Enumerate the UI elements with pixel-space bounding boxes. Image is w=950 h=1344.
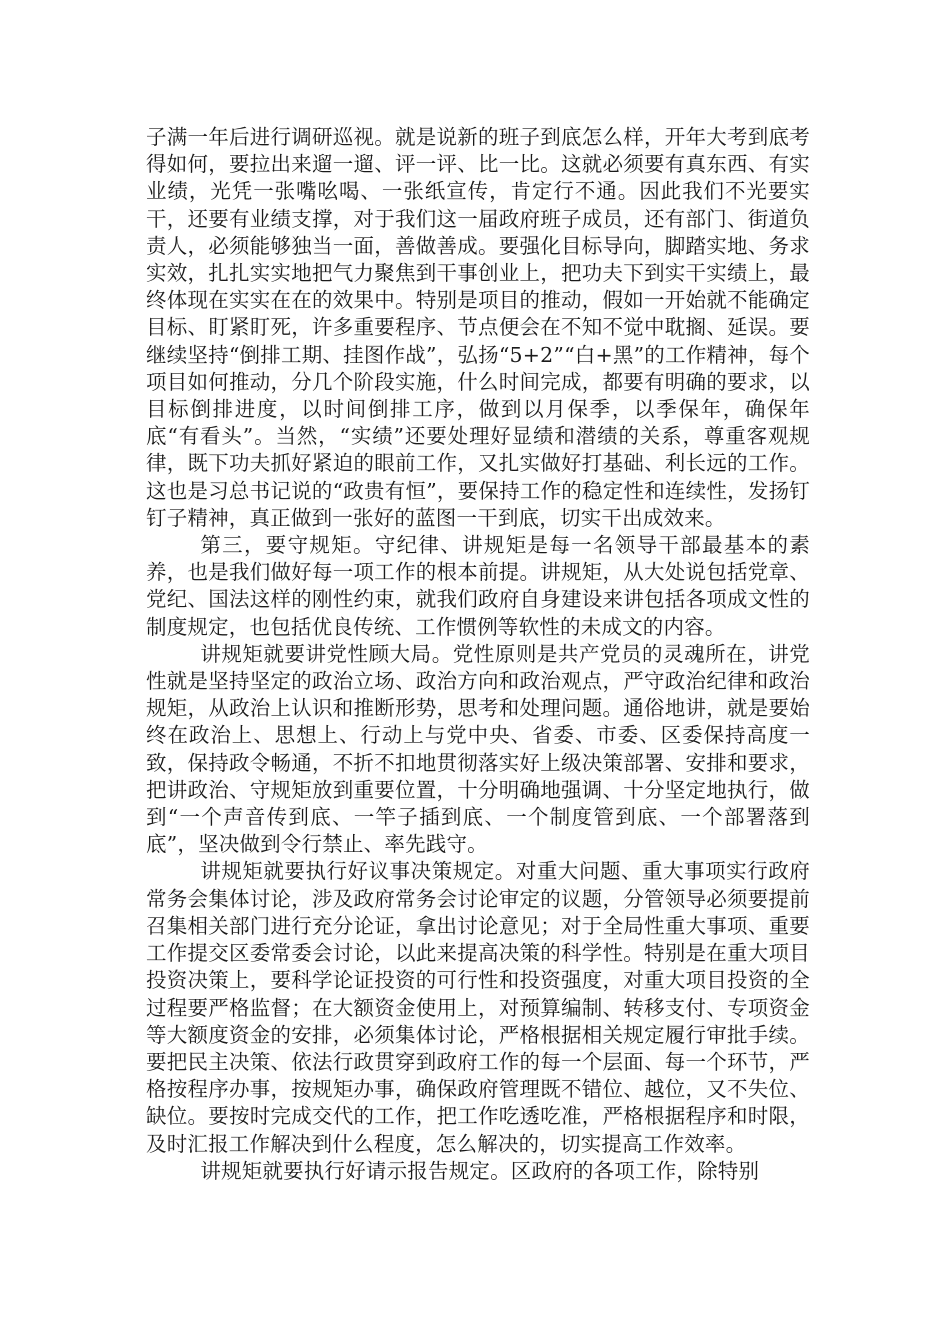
paragraph-continuation: 子满一年后进行调研巡视。就是说新的班子到底怎么样，开年大考到底考得如何，要拉出来遛一遛、评一评、比一比。这就必须要有真东西、有实业绩，光凭一张嘴吆喝、一张纸宣传，肯定行不通。因此我们不光要实干，还要有业绩支撑，对于我们这一届政府班子成员，还有部门、街道负责人，必须能够独当一面，善做善成。要强化目标导向，脚踏实地、务求实效，扎扎实实地把气力聚焦到干事创业上，把功夫下到实干实绩上，最终体现在实实在在的效果中。特别是项目的推动，假如一开始就不能确定目标、盯紧盯死，许多重要程序、节点便会在不知不觉中耽搁、延误。要继续坚持“倒排工期、挂图作战”，弘扬“5+2”“白+黑”的工作精神，每个项目如何推动，分几个阶段实施，什么时间完成，都要有明确的要求，以目标倒排进度，以时间倒排工序，做到以月保季，以季保年，确保年底“有看头”。当然，“实绩”还要处理好显绩和潜绩的关系，尊重客观规律，既下功夫抓好紧迫的眼前工作，又扎实做好打基础、利长远的工作。这也是习总书记说的“政贵有恒”，要保持工作的稳定性和连续性，发扬钉钉子精神，真正做到一张好的蓝图一干到底，切实干出成效来。 xyxy=(146,125,810,530)
paragraph-decision-rules: 讲规矩就要执行好议事决策规定。对重大问题、重大事项实行政府常务会集体讨论，涉及政府常务会讨论审定的议题，分管领导必须要提前召集相关部门进行充分论证，拿出讨论意见；对于全局性重大事项、重要工作提交区委常委会讨论，以此来提高决策的科学性。特别是在重大项目投资决策上，要科学论证投资的可行性和投资强度，对重大项目投资的全过程要严格监督；在大额资金使用上，对预算编制、转移支付、专项资金等大额度资金的安排，必须集体讨论，严格根据相关规定履行审批手续。要把民主决策、依法行政贯穿到政府工作的每一个层面、每一个环节，严格按程序办事，按规矩办事，确保政府管理既不错位、越位，又不失位、缺位。要按时完成交代的工作，把工作吃透吃准，严格根据程序和时限，及时汇报工作解决到什么程度，怎么解决的，切实提高工作效率。 xyxy=(146,859,810,1156)
paragraph-party-spirit: 讲规矩就要讲党性顾大局。党性原则是共产党员的灵魂所在，讲党性就是坚持坚定的政治立场、政治方向和政治观点，严守政治纪律和政治规矩，从政治上认识和推断形势，思考和处理问题。通俗地讲，就是要始终在政治上、思想上、行动上与党中央、省委、市委、区委保持高度一致，保持政令畅通，不折不扣地贯彻落实好上级决策部署、安排和要求，把讲政治、守规矩放到重要位置，十分明确地强调、十分坚定地执行，做到“一个声音传到底、一竿子插到底、一个制度管到底、一个部署落到底”，坚决做到令行禁止、率先践守。 xyxy=(146,641,810,857)
document-body xyxy=(146,124,810,1185)
paragraph-reporting-rules: 讲规矩就要执行好请示报告规定。区政府的各项工作，除特别 xyxy=(200,1158,760,1183)
paragraph-section-three: 第三，要守规矩。守纪律、讲规矩是每一名领导干部最基本的素养，也是我们做好每一项工作的根本前提。讲规矩，从大处说包括党章、党纪、国法这样的刚性约束，就我们政府自身建设来讲包括各项成文性的制度规定，也包括优良传统、工作惯例等软性的未成文的内容。 xyxy=(146,533,810,639)
